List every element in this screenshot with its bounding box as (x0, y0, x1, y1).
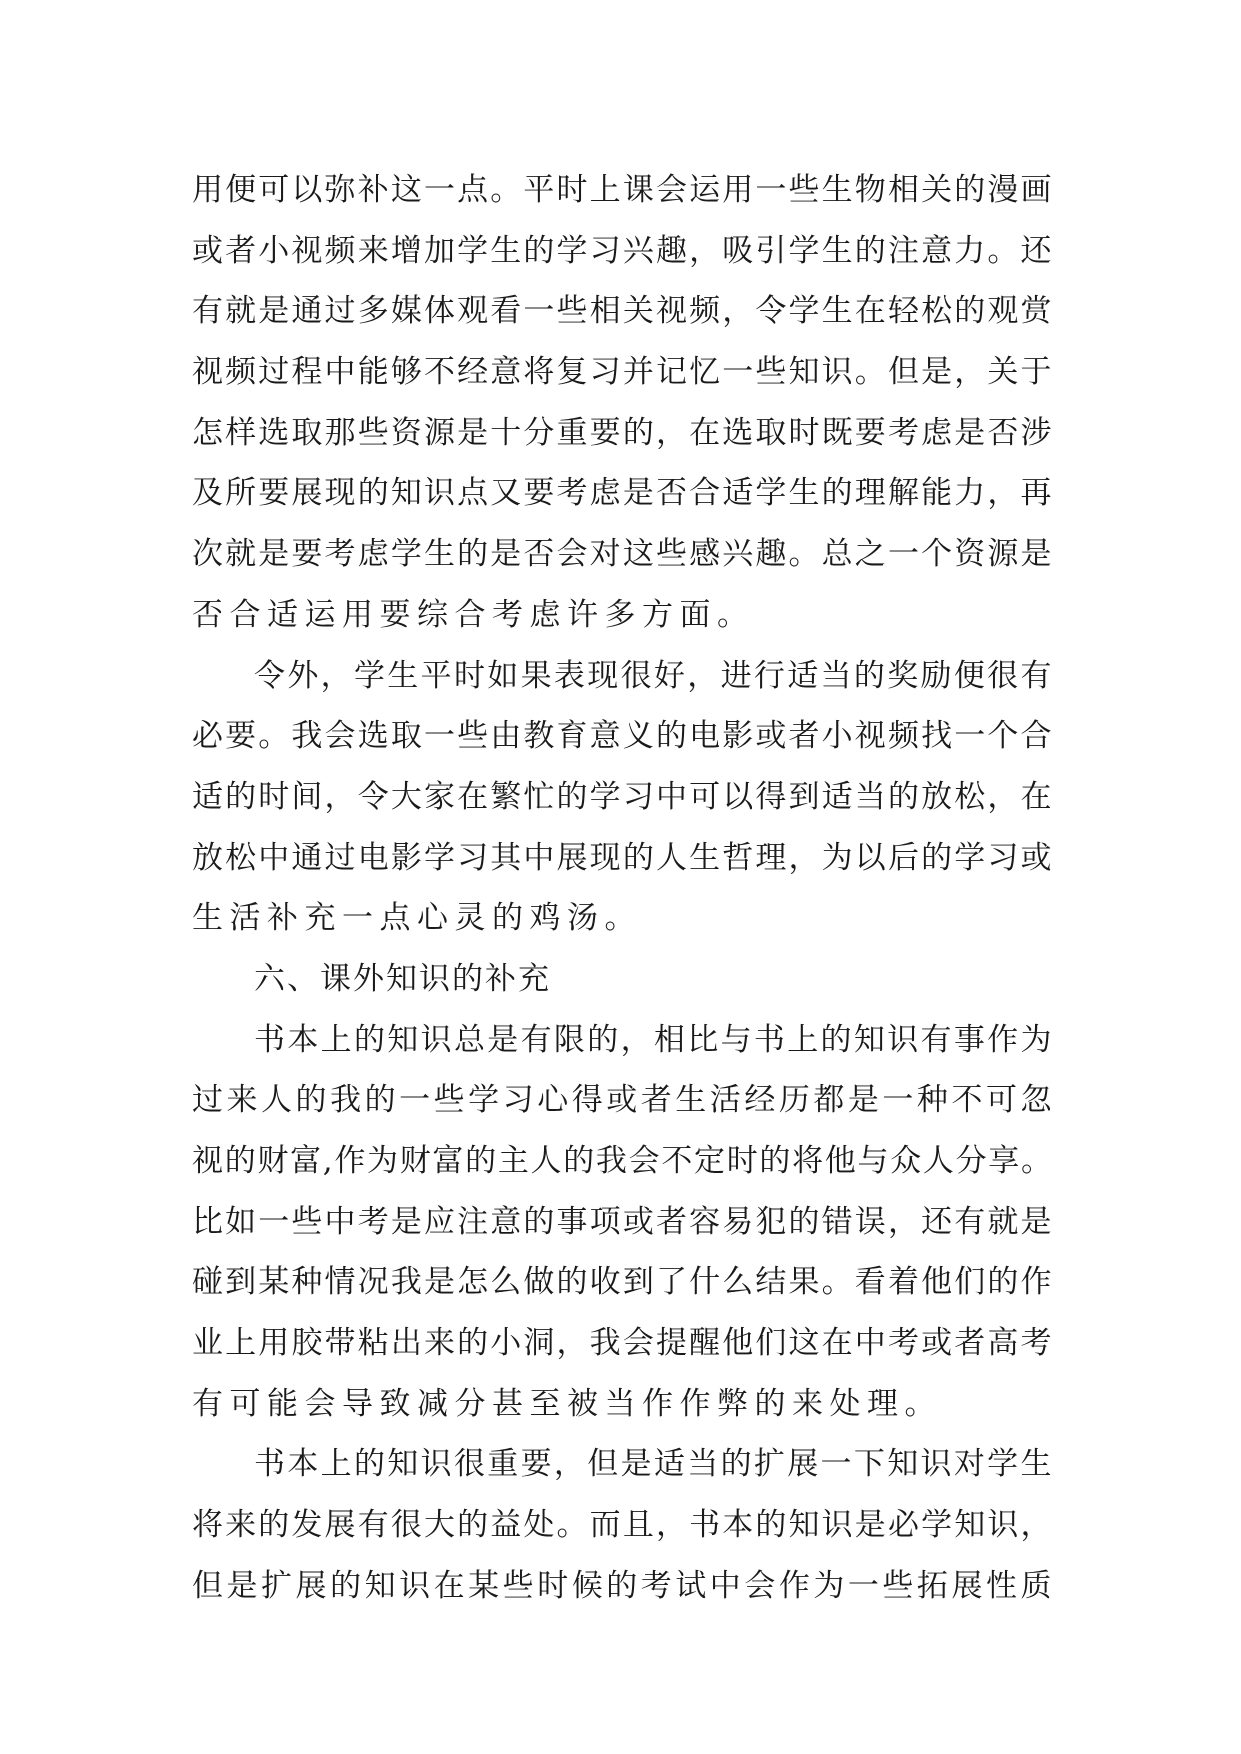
text-line: 否合适运用要综合考虑许多方面。 (192, 596, 755, 633)
text-line: 视的财富,作为财富的主人的我会不定时的将他与众人分享。 (192, 1143, 1052, 1179)
paragraph-start: 书本上的知识很重要，但是适当的扩展一下知识对学生 (254, 1446, 1052, 1483)
text-line: 有可能会导致减分甚至被当作作弊的来处理。 (192, 1385, 942, 1422)
text-line: 生活补充一点心灵的鸡汤。 (192, 900, 642, 937)
text-line: 有就是通过多媒体观看一些相关视频，令学生在轻松的观赏 (192, 293, 1052, 330)
text-line: 用便可以弥补这一点。平时上课会运用一些生物相关的漫画 (192, 172, 1052, 208)
paragraph-start: 令外，学生平时如果表现很好，进行适当的奖励便很有 (254, 657, 1052, 694)
text-line: 业上用胶带粘出来的小洞，我会提醒他们这在中考或者高考 (192, 1325, 1052, 1362)
text-line: 适的时间，令大家在繁忙的学习中可以得到适当的放松，在 (192, 778, 1052, 815)
text-line: 比如一些中考是应注意的事项或者容易犯的错误，还有就是 (192, 1203, 1052, 1240)
text-line: 过来人的我的一些学习心得或者生活经历都是一种不可忽 (192, 1082, 1052, 1119)
text-line: 怎样选取那些资源是十分重要的，在选取时既要考虑是否涉 (192, 414, 1052, 451)
body-text (192, 160, 1052, 1617)
text-line: 或者小视频来增加学生的学习兴趣，吸引学生的注意力。还 (192, 232, 1052, 269)
text-line: 将来的发展有很大的益处。而且，书本的知识是必学知识， (192, 1507, 1052, 1544)
text-line: 视频过程中能够不经意将复习并记忆一些知识。但是，关于 (192, 354, 1052, 391)
text-line: 放松中通过电影学习其中展现的人生哲理，为以后的学习或 (192, 839, 1052, 876)
text-line: 次就是要考虑学生的是否会对这些感兴趣。总之一个资源是 (192, 536, 1052, 573)
text-line: 必要。我会选取一些由教育意义的电影或者小视频找一个合 (192, 718, 1052, 755)
text-line: 碰到某种情况我是怎么做的收到了什么结果。看着他们的作 (192, 1264, 1052, 1301)
paragraph-start: 书本上的知识总是有限的，相比与书上的知识有事作为 (254, 1021, 1052, 1058)
text-line: 及所要展现的知识点又要考虑是否合适学生的理解能力，再 (192, 475, 1052, 512)
text-line: 但是扩展的知识在某些时候的考试中会作为一些拓展性质 (192, 1567, 1052, 1604)
section-heading: 六、课外知识的补充 (254, 960, 551, 997)
